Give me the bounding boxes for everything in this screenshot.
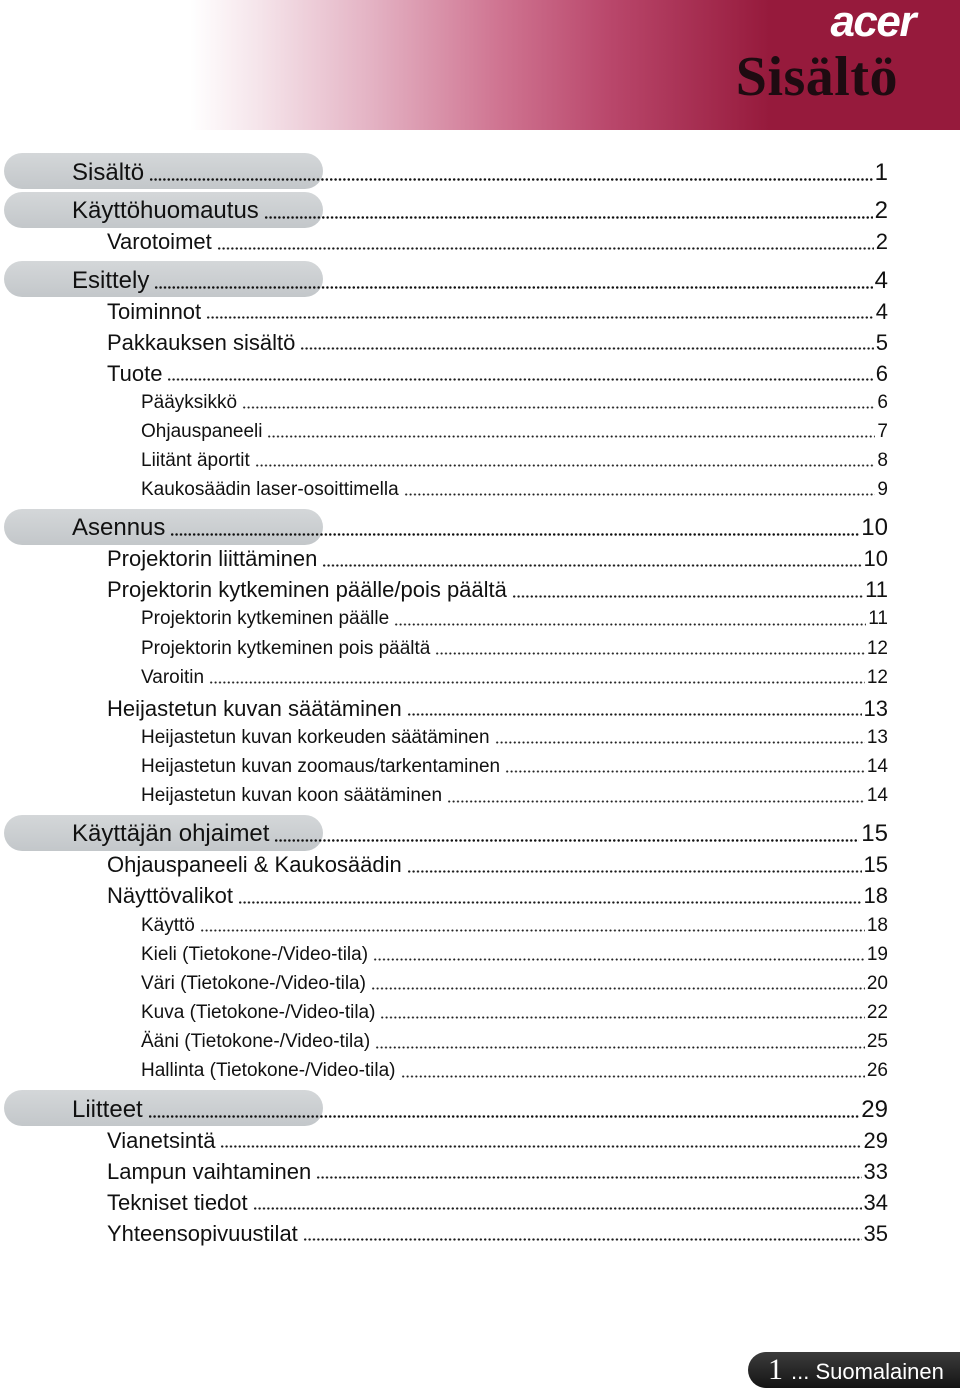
toc-subsubsection-entry [0,1027,888,1056]
footer-language-label: ... Suomalainen [791,1359,944,1384]
toc-entry-label: Vianetsintä [107,1127,216,1153]
dot-leader [316,1157,861,1186]
toc-entry-page-number: 14 [866,755,888,777]
toc-entry-page-number: 6 [875,360,888,386]
toc-entry-label: Esittely [72,266,150,294]
toc-entry-label: Toiminnot [107,298,202,324]
toc-entry-label: Projektorin liittäminen [107,546,318,572]
page-title: Sisältö [735,46,898,108]
toc-entry-page-number: 33 [863,1158,888,1184]
toc-entry-label: Ääni (Tietokone-/Video-tila) [141,1030,371,1052]
toc-entry-label: Kaukosäädin laser-osoittimella [141,478,399,500]
toc-entry-label: Heijastetun kuvan säätäminen [107,695,402,721]
toc-entry-label: Liitänt äportit [141,449,250,471]
toc-subsection-entry [0,1157,888,1186]
toc-subsection-entry [0,227,888,256]
toc-entry-page-number: 25 [866,1030,888,1052]
toc-section-entry [0,1095,888,1124]
dot-leader [206,297,874,326]
toc-entry-page-number: 2 [875,229,888,254]
table-of-contents [0,148,888,1248]
toc-subsubsection-entry [0,752,888,781]
toc-subsubsection-entry [0,388,888,417]
toc-subsubsection-entry [0,940,888,969]
toc-entry-label: Heijastetun kuvan koon säätäminen [141,784,443,806]
toc-entry-label: Kieli (Tietokone-/Video-tila) [141,943,369,965]
toc-entry-page-number: 29 [863,1127,888,1153]
dot-leader [170,513,859,542]
toc-entry-label: Liitteet [72,1095,143,1123]
dot-leader [200,911,865,940]
toc-entry-label: Pakkauksen sisältö [107,329,296,355]
toc-entry-label: Projektorin kytkeminen päälle/pois päältä [107,577,507,603]
toc-entry-label: Käyttäjän ohjaimet [72,820,270,848]
toc-entry-page-number: 13 [866,726,888,748]
toc-entry-page-number: 8 [877,449,888,471]
toc-entry-label: Varotoimet [107,229,212,254]
dot-leader [220,1126,861,1155]
toc-entry-label: Heijastetun kuvan korkeuden säätäminen [141,726,490,748]
toc-subsection-entry [0,297,888,326]
toc-entry-page-number: 35 [863,1220,888,1246]
toc-entry-label: Varoitin [141,666,205,688]
toc-subsubsection-entry [0,1056,888,1085]
dot-leader [435,634,864,663]
dot-leader [322,544,861,573]
dot-leader [375,1027,865,1056]
toc-section-entry [0,158,888,187]
toc-section-entry [0,513,888,542]
toc-entry-page-number: 20 [866,972,888,994]
dot-leader [238,881,862,910]
dot-leader [495,723,865,752]
toc-entry-page-number: 34 [863,1189,888,1215]
toc-entry-page-number: 10 [861,514,888,542]
toc-section-entry [0,266,888,295]
dot-leader [505,752,865,781]
toc-subsubsection-entry [0,634,888,663]
dot-leader [274,819,859,848]
toc-entry-label: Kuva (Tietokone-/Video-tila) [141,1001,376,1023]
toc-section-entry [0,819,888,848]
dot-leader [154,266,872,295]
dot-leader [303,1219,862,1248]
toc-entry-page-number: 29 [861,1095,888,1123]
toc-entry-page-number: 5 [875,329,888,355]
toc-entry-label: Tekniset tiedot [107,1189,248,1215]
dot-leader [300,328,873,357]
toc-entry-page-number: 9 [877,478,888,500]
toc-subsubsection-entry [0,723,888,752]
toc-section-entry [0,196,888,225]
toc-subsubsection-entry [0,604,888,633]
toc-entry-label: Pääyksikkö [141,391,238,413]
toc-entry-page-number: 18 [863,883,888,909]
toc-entry-page-number: 2 [874,197,888,224]
dot-leader [149,158,873,187]
toc-entry-page-number: 13 [863,695,888,721]
toc-subsubsection-entry [0,911,888,940]
toc-entry-label: Näyttövalikot [107,883,233,909]
dot-leader [512,575,863,604]
toc-entry-label: Sisältö [72,158,145,186]
toc-entry-label: Asennus [72,514,166,542]
toc-entry-page-number: 14 [866,784,888,806]
toc-subsection-entry [0,1219,888,1248]
toc-subsection-entry [0,328,888,357]
toc-entry-label: Hallinta (Tietokone-/Video-tila) [141,1060,396,1081]
toc-entry-page-number: 11 [865,577,888,603]
dot-leader [407,694,862,723]
toc-entry-label: Projektorin kytkeminen päälle [141,608,390,630]
toc-entry-page-number: 12 [866,637,888,659]
dot-leader [373,940,865,969]
toc-entry-page-number: 4 [875,298,888,324]
toc-subsection-entry [0,359,888,388]
toc-entry-page-number: 18 [866,914,888,936]
dot-leader [148,1095,860,1124]
toc-entry-page-number: 15 [861,820,888,848]
dot-leader [255,446,876,475]
dot-leader [401,1056,865,1085]
dot-leader [217,227,874,256]
toc-entry-page-number: 15 [863,852,888,878]
dot-leader [371,969,865,998]
toc-entry-page-number: 26 [866,1060,888,1081]
toc-entry-label: Heijastetun kuvan zoomaus/tarkentaminen [141,755,501,777]
toc-entry-label: Ohjauspaneeli [141,420,263,442]
toc-entry-page-number: 11 [868,608,888,630]
toc-entry-label: Ohjauspaneeli & Kaukosäädin [107,852,402,878]
toc-subsection-entry [0,1188,888,1217]
toc-entry-label: Projektorin kytkeminen pois päältä [141,637,431,659]
toc-entry-label: Väri (Tietokone-/Video-tila) [141,972,366,994]
footer-band [748,1352,960,1388]
toc-entry-page-number: 4 [874,266,888,294]
toc-entry-label: Tuote [107,360,163,386]
dot-leader [209,663,865,692]
toc-entry-page-number: 7 [877,420,888,442]
footer-page-number: 1 [768,1353,783,1386]
toc-subsection-entry [0,850,888,879]
dot-leader [242,388,875,417]
toc-entry-page-number: 10 [863,546,888,572]
toc-entry-page-number: 12 [866,666,888,688]
toc-entry-page-number: 1 [874,158,888,186]
toc-subsection-entry [0,694,888,723]
toc-subsubsection-entry [0,475,888,504]
toc-subsubsection-entry [0,417,888,446]
toc-entry-label: Lampun vaihtaminen [107,1158,312,1184]
acer-logo: acer [830,0,915,46]
toc-subsubsection-entry [0,969,888,998]
toc-entry-label: Käyttö [141,914,195,936]
toc-subsection-entry [0,1126,888,1155]
toc-subsubsection-entry [0,998,888,1027]
toc-subsubsection-entry [0,446,888,475]
dot-leader [394,604,866,633]
toc-subsection-entry [0,575,888,604]
toc-subsubsection-entry [0,781,888,810]
toc-entry-page-number: 6 [877,391,888,413]
toc-subsection-entry [0,881,888,910]
toc-entry-label: Yhteensopivuustilat [107,1220,298,1246]
dot-leader [447,781,865,810]
dot-leader [167,359,873,388]
dot-leader [380,998,864,1027]
dot-leader [267,417,875,446]
dot-leader [264,196,873,225]
toc-entry-page-number: 22 [866,1001,888,1023]
toc-entry-label: Käyttöhuomautus [72,197,259,224]
toc-subsection-entry [0,544,888,573]
dot-leader [407,850,862,879]
dot-leader [404,475,876,504]
toc-subsubsection-entry [0,663,888,692]
toc-entry-page-number: 19 [866,943,888,965]
dot-leader [253,1188,862,1217]
